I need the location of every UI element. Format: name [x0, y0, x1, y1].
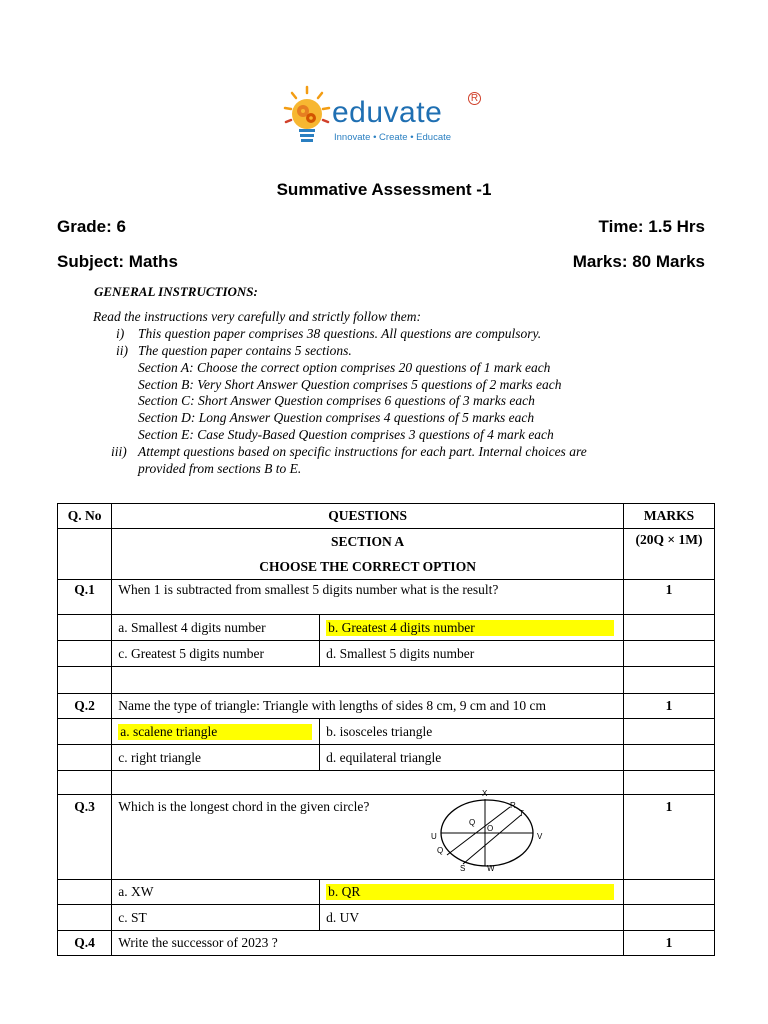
question-marks: 1: [624, 580, 715, 615]
section-heading: [112, 529, 624, 580]
empty-cell: [58, 529, 112, 580]
table-header-row: [58, 504, 715, 529]
instruction-line: The question paper contains 5 sections.: [138, 343, 352, 358]
empty-cell: [58, 771, 112, 795]
grade-label: Grade: 6: [57, 217, 126, 236]
label-o: O: [487, 824, 494, 833]
option-b-answer: b. QR: [326, 884, 614, 900]
registered-mark: R: [468, 92, 481, 105]
empty-cell: [624, 615, 715, 641]
logo-wordmark: eduvate: [332, 96, 443, 129]
table-row: [58, 694, 715, 719]
section-marks: (20Q × 1M): [624, 529, 715, 580]
option-a: a. Smallest 4 digits number: [112, 615, 320, 641]
label-u: U: [431, 832, 437, 841]
instruction-line: This question paper comprises 38 questions. All questions are compulsory.: [138, 326, 542, 341]
label-w: W: [487, 864, 495, 871]
subject-label: Subject: Maths: [57, 252, 178, 271]
question-number: Q.4: [58, 931, 112, 956]
empty-cell: [624, 771, 715, 795]
option-c: c. right triangle: [112, 745, 320, 771]
table-row: [58, 905, 715, 931]
spacer-row: [58, 771, 715, 795]
instruction-line: provided from sections B to E.: [138, 461, 302, 476]
lightbulb-gear-icon: [282, 84, 332, 156]
spacer-row: [58, 667, 715, 694]
empty-cell: [624, 880, 715, 905]
question-number: Q.3: [58, 795, 112, 880]
option-a: a. XW: [112, 880, 320, 905]
label-x: X: [482, 789, 488, 798]
instruction-line: Section A: Choose the correct option comprises 20 questions of 1 mark each: [138, 360, 551, 375]
instruction-num: ii): [116, 343, 128, 358]
instruction-line: Section B: Very Short Answer Question comprises 5 questions of 2 marks each: [138, 377, 562, 392]
label-q-lower: Q: [437, 846, 444, 855]
empty-cell: [624, 641, 715, 667]
question-table: [57, 503, 715, 956]
option-d: d. UV: [320, 905, 624, 931]
table-row: [58, 931, 715, 956]
label-r: R: [510, 801, 516, 810]
instruction-line: Section E: Case Study-Based Question comprises 3 questions of 4 mark each: [138, 427, 554, 442]
instruction-line: Attempt questions based on specific instructions for each part. Internal choices are: [138, 444, 587, 459]
table-row: [58, 880, 715, 905]
empty-cell: [58, 719, 112, 745]
section-description: CHOOSE THE CORRECT OPTION: [259, 559, 476, 574]
option-a: [112, 719, 320, 745]
instruction-num: iii): [111, 444, 127, 459]
option-d: d. equilateral triangle: [320, 745, 624, 771]
option-c: c. Greatest 5 digits number: [112, 641, 320, 667]
instructions-heading: GENERAL INSTRUCTIONS:: [94, 284, 258, 299]
table-row: [58, 615, 715, 641]
label-s: S: [460, 864, 466, 871]
empty-cell: [58, 880, 112, 905]
marks-label: Marks: 80 Marks: [572, 252, 705, 271]
label-q-upper: Q: [469, 818, 476, 827]
col-header-qno: Q. No: [58, 504, 112, 529]
question-marks: 1: [624, 694, 715, 719]
empty-cell: [624, 745, 715, 771]
option-a-answer: a. scalene triangle: [118, 724, 312, 740]
instruction-line: Section D: Long Answer Question comprises 4 questions of 5 marks each: [138, 410, 535, 425]
empty-cell: [112, 667, 624, 694]
empty-cell: [624, 667, 715, 694]
empty-cell: [58, 615, 112, 641]
empty-cell: [624, 719, 715, 745]
instructions-intro: Read the instructions very carefully and strictly follow them:: [93, 309, 421, 324]
option-b: [320, 615, 624, 641]
section-name: SECTION A: [331, 534, 405, 549]
question-marks: 1: [624, 931, 715, 956]
circle-chord-diagram: [423, 787, 553, 871]
logo-tagline: Innovate • Create • Educate: [334, 132, 452, 143]
empty-cell: [58, 905, 112, 931]
question-text: When 1 is subtracted from smallest 5 digits number what is the result?: [112, 580, 624, 615]
empty-cell: [624, 905, 715, 931]
eduvate-logo: [282, 84, 492, 156]
question-marks: 1: [624, 795, 715, 880]
table-row: [58, 641, 715, 667]
table-row: [58, 580, 715, 615]
empty-cell: [58, 745, 112, 771]
option-c: c. ST: [112, 905, 320, 931]
empty-cell: [58, 641, 112, 667]
option-d: d. Smallest 5 digits number: [320, 641, 624, 667]
option-b: b. isosceles triangle: [320, 719, 624, 745]
question-text: Which is the longest chord in the given circle?: [118, 799, 370, 814]
label-v: V: [537, 832, 543, 841]
col-header-questions: QUESTIONS: [112, 504, 624, 529]
table-row: [58, 795, 715, 880]
label-t: T: [519, 809, 525, 818]
option-b: [320, 880, 624, 905]
page-title: Summative Assessment -1: [276, 180, 492, 199]
option-b-answer: b. Greatest 4 digits number: [326, 620, 614, 636]
instruction-line: Section C: Short Answer Question comprises 6 questions of 3 marks each: [138, 393, 535, 408]
empty-cell: [58, 667, 112, 694]
question-number: Q.2: [58, 694, 112, 719]
time-label: Time: 1.5 Hrs: [598, 217, 705, 236]
table-row: [58, 745, 715, 771]
question-text: Write the successor of 2023 ?: [112, 931, 624, 956]
question-text: Name the type of triangle: Triangle with lengths of sides 8 cm, 9 cm and 10 cm: [112, 694, 624, 719]
instruction-num: i): [116, 326, 125, 341]
question-number: Q.1: [58, 580, 112, 615]
col-header-marks: MARKS: [624, 504, 715, 529]
question-cell: [112, 789, 624, 880]
section-row: [58, 529, 715, 580]
table-row: [58, 719, 715, 745]
